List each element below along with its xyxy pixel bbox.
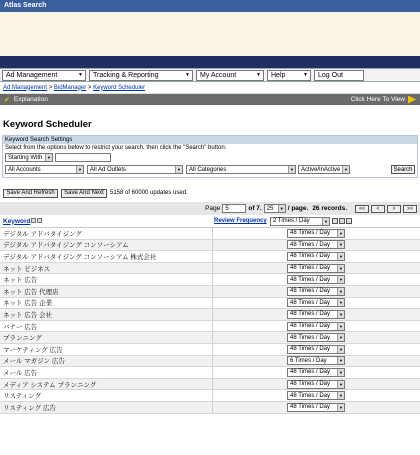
sort-icon[interactable]	[346, 218, 352, 224]
chevron-down-icon: ▼	[337, 323, 344, 330]
chevron-down-icon: ▼	[337, 265, 344, 272]
keyword-cell: プランニング	[3, 335, 42, 343]
chevron-down-icon: ▼	[337, 334, 344, 341]
table-row	[0, 298, 420, 310]
breadcrumb-keyword-scheduler[interactable]: Keyword Scheduler	[93, 84, 146, 91]
table-row	[0, 367, 420, 379]
menu-log-out[interactable]: Log Out	[314, 70, 364, 81]
ad-outlets-select[interactable]: All Ad Outlets ▼	[87, 165, 183, 174]
frequency-select[interactable]: 48 Times / Day ▼	[287, 345, 345, 354]
page-count: of 7.	[248, 205, 262, 212]
breadcrumb-bidmanager[interactable]: BidManager	[53, 84, 87, 91]
categories-select[interactable]: All Categories ▼	[186, 165, 296, 174]
frequency-select[interactable]: 48 Times / Day ▼	[287, 252, 345, 261]
page-title: Keyword Scheduler	[3, 119, 92, 130]
search-button[interactable]: Search	[391, 165, 415, 174]
keyword-table	[0, 228, 420, 414]
search-settings-panel	[2, 135, 418, 178]
chevron-down-icon: ▼	[337, 276, 344, 283]
breadcrumb-separator: >	[47, 84, 54, 91]
save-and-next-button[interactable]: Save And Next	[61, 189, 107, 198]
keyword-cell: デジタル アドバタイジング	[3, 230, 82, 238]
chevron-down-icon: ▼	[303, 72, 308, 78]
table-row	[0, 332, 420, 344]
pager	[0, 202, 420, 215]
keyword-cell: メール マガジン 広告	[3, 358, 65, 366]
next-page-button[interactable]: >	[387, 205, 401, 213]
prev-page-button[interactable]: <	[371, 205, 385, 213]
menu-tracking-reporting[interactable]: Tracking & Reporting ▼	[89, 70, 193, 81]
table-row	[0, 321, 420, 333]
menu-ad-management[interactable]: Ad Management ▼	[2, 70, 86, 81]
keyword-cell: リスティング 広告	[3, 404, 56, 412]
keyword-cell: ネット ビジネス	[3, 265, 51, 273]
table-row	[0, 251, 420, 263]
chevron-down-icon: ▼	[337, 299, 344, 306]
table-row	[0, 390, 420, 402]
keyword-cell: ネット 広告 代理店	[3, 288, 59, 296]
keyword-cell: メール 広告	[3, 369, 38, 377]
keyword-cell: マーケティング 広告	[3, 346, 63, 354]
table-row	[0, 356, 420, 368]
frequency-select[interactable]: 48 Times / Day ▼	[287, 380, 345, 389]
sort-icon[interactable]	[37, 218, 42, 223]
match-mode-select[interactable]: Starting With ▼	[5, 153, 53, 162]
chevron-down-icon: ▼	[337, 357, 344, 364]
frequency-select[interactable]: 48 Times / Day ▼	[287, 333, 345, 342]
table-row	[0, 263, 420, 275]
frequency-select[interactable]: 48 Times / Day ▼	[287, 275, 345, 284]
chevron-down-icon: ▼	[278, 205, 285, 212]
last-page-button[interactable]: >>	[403, 205, 417, 213]
page-label: Page	[205, 205, 221, 212]
chevron-down-icon: ▼	[175, 166, 182, 173]
table-row	[0, 402, 420, 414]
chevron-down-icon: ▼	[337, 346, 344, 353]
keyword-column-header[interactable]: Keyword	[3, 218, 42, 225]
per-page-label: / page.	[287, 205, 309, 212]
chevron-down-icon: ▼	[342, 166, 349, 173]
first-page-button[interactable]: <<	[355, 205, 369, 213]
frequency-select[interactable]: 48 Times / Day ▼	[287, 298, 345, 307]
chevron-down-icon: ▼	[185, 72, 190, 78]
chevron-down-icon: ▼	[76, 166, 83, 173]
menu-my-account[interactable]: My Account ▼	[196, 70, 264, 81]
frequency-select[interactable]: 48 Times / Day ▼	[287, 310, 345, 319]
window-title: Atlas Search	[0, 0, 420, 12]
arrow-right-icon	[408, 96, 416, 104]
table-row	[0, 379, 420, 391]
keyword-cell: メディア システム プランニング	[3, 381, 97, 389]
status-select[interactable]: Active/InActive ▼	[298, 165, 350, 174]
table-row	[0, 240, 420, 252]
main-menu	[0, 68, 420, 82]
keyword-cell: リスティング	[3, 393, 42, 401]
table-row	[0, 309, 420, 321]
breadcrumb	[0, 82, 420, 94]
keyword-cell: デジタル アドバタイジング コンソーシアム 株式会社	[3, 253, 157, 261]
explanation-label: Explanation	[13, 96, 48, 103]
chevron-down-icon: ▼	[337, 392, 344, 399]
table-header	[0, 215, 420, 228]
accounts-select[interactable]: All Accounts ▼	[5, 165, 84, 174]
banner	[0, 12, 420, 56]
chevron-down-icon: ▼	[337, 241, 344, 248]
frequency-select[interactable]: 48 Times / Day ▼	[287, 403, 345, 412]
per-page-select[interactable]: 25 ▼	[264, 204, 286, 213]
keyword-cell: ネット 広告 会社	[3, 311, 53, 319]
header-band	[0, 56, 420, 68]
chevron-down-icon: ▼	[337, 288, 344, 295]
keyword-cell: デジタル アドバタイジング コンソーシアム	[3, 242, 129, 250]
chevron-down-icon: ▼	[337, 230, 344, 237]
frequency-select[interactable]: 48 Times / Day ▼	[287, 264, 345, 273]
chevron-down-icon: ▼	[256, 72, 261, 78]
table-row	[0, 228, 420, 240]
keyword-cell: バナー 広告	[3, 323, 38, 331]
sort-icon[interactable]	[31, 218, 36, 223]
frequency-select[interactable]: 48 Times / Day ▼	[287, 240, 345, 249]
explanation-bar[interactable]	[0, 94, 420, 105]
action-bar	[0, 187, 420, 199]
sort-icon[interactable]	[339, 218, 345, 224]
chevron-down-icon: ▼	[337, 311, 344, 318]
chevron-down-icon: ▼	[322, 218, 329, 225]
frequency-select[interactable]: 48 Times / Day ▼	[287, 229, 345, 238]
page-input[interactable]: 5	[222, 204, 246, 213]
search-settings-description: Select from the options below to restrict your search, then click the "Search" button:	[5, 145, 227, 151]
keyword-search-input[interactable]	[55, 153, 111, 162]
chevron-down-icon: ▼	[45, 154, 52, 161]
save-and-refresh-button[interactable]: Save And Refresh	[3, 189, 58, 198]
table-row	[0, 274, 420, 286]
table-row	[0, 344, 420, 356]
search-settings-header: Keyword Search Settings	[3, 136, 417, 144]
chevron-down-icon: ▼	[337, 404, 344, 411]
frequency-column-header[interactable]: Review Frequency	[214, 218, 267, 224]
chevron-icon: ✔	[4, 96, 10, 104]
chevron-down-icon: ▼	[337, 253, 344, 260]
chevron-down-icon: ▼	[78, 72, 83, 78]
frequency-select[interactable]: 48 Times / Day ▼	[287, 391, 345, 400]
table-row	[0, 286, 420, 298]
breadcrumb-separator: >	[86, 84, 94, 91]
frequency-select[interactable]: 48 Times / Day ▼	[287, 287, 345, 296]
explanation-view-link[interactable]: Click Here To View	[350, 96, 405, 103]
chevron-down-icon: ▼	[288, 166, 295, 173]
breadcrumb-ad-management[interactable]: Ad Management	[3, 84, 48, 91]
frequency-select[interactable]: 48 Times / Day ▼	[287, 368, 345, 377]
keyword-cell: ネット 広告 企業	[3, 300, 53, 308]
usage-text: 5158 of 60000 updates used.	[110, 190, 188, 196]
frequency-select[interactable]: 48 Times / Day ▼	[287, 322, 345, 331]
chevron-down-icon: ▼	[337, 381, 344, 388]
chevron-down-icon: ▼	[337, 369, 344, 376]
record-count: 26 records.	[312, 205, 347, 212]
keyword-cell: ネット 広告	[3, 277, 38, 285]
bulk-frequency-select[interactable]: 2 Times / Day ▼	[270, 217, 330, 226]
apply-icon[interactable]	[332, 218, 338, 224]
menu-help[interactable]: Help ▼	[267, 70, 311, 81]
frequency-select[interactable]: 6 Times / Day ▼	[287, 356, 345, 365]
